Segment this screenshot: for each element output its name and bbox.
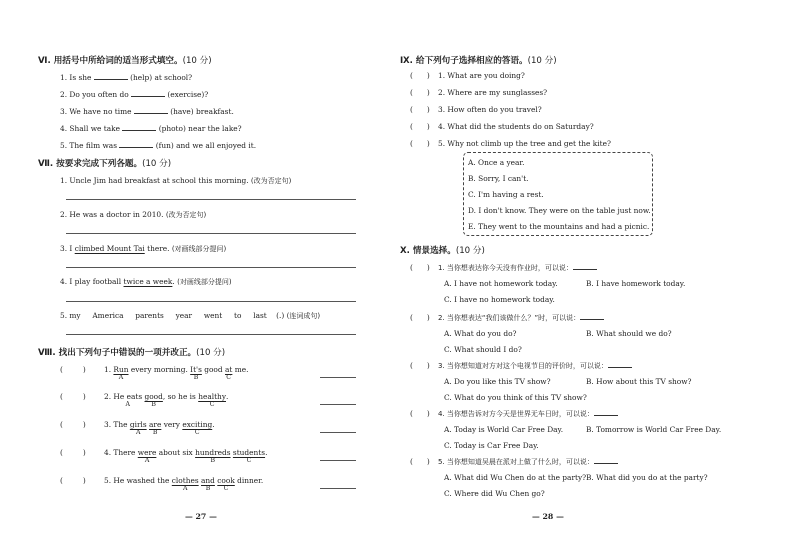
s6-item-2-text: 2. Do you often do <box>60 90 129 99</box>
scrambled-word: America <box>92 311 124 320</box>
item-number: 1. <box>104 365 112 374</box>
s9-question-text: 3. How often do you travel? <box>438 105 542 114</box>
s6-item-1-hint: (help) at school? <box>130 73 193 82</box>
sentence-text: every morning. <box>130 365 188 374</box>
s7-q5-hint: (连词成句) <box>286 312 321 320</box>
option-c: exciting C <box>182 420 213 436</box>
option-c: students C <box>232 448 266 464</box>
answer-parens[interactable]: ( ) <box>410 361 430 370</box>
s10-3-option-c: C. What do you think of this TV show? <box>444 393 587 402</box>
section-7-title <box>38 157 171 169</box>
section-6-points: (10 分) <box>182 56 212 66</box>
s9-question-text: 1. What are you doing? <box>438 71 525 80</box>
option-a: were A <box>137 448 157 464</box>
section-6-heading: Ⅵ. 用括号中所给词的适当形式填空。 <box>38 56 183 66</box>
option-c: at C <box>224 365 233 381</box>
sentence-text: dinner. <box>237 476 264 485</box>
s10-5-option-a: A. What did Wu Chen do at the party? <box>444 473 587 482</box>
correction-line[interactable] <box>320 460 356 461</box>
answer-blank[interactable] <box>94 72 128 80</box>
answer-parens[interactable]: ( ) <box>410 105 430 114</box>
answer-line[interactable] <box>66 267 356 268</box>
s6-item-4 <box>60 123 242 133</box>
s10-item-1 <box>410 262 597 273</box>
s6-item-4-hint: (photo) near the lake? <box>158 124 242 133</box>
item-number: 2. <box>104 392 112 401</box>
option-a: Run A <box>113 365 129 381</box>
s6-item-3 <box>60 106 234 116</box>
section-10-heading: Ⅹ. 情景选择。 <box>400 246 456 256</box>
scrambled-word: (.) <box>276 311 285 320</box>
answer-line[interactable] <box>66 233 356 234</box>
answer-parens[interactable]: ( ) <box>60 476 86 485</box>
s9-question-text: 4. What did the students do on Saturday? <box>438 122 594 131</box>
scrambled-word: parents <box>135 311 164 320</box>
s7-q1-text: 1. Uncle Jim had breakfast at school this morning. <box>60 176 249 185</box>
section-9-heading: Ⅸ. 给下列句子选择相应的答语。 <box>400 56 528 66</box>
answer-blank[interactable] <box>122 123 156 131</box>
answer-parens[interactable]: ( ) <box>410 139 430 148</box>
s6-item-5-text: 5. The film was <box>60 141 117 150</box>
s9-item-4 <box>410 122 594 131</box>
correction-line[interactable] <box>320 488 356 489</box>
s7-q3-text-end: there. <box>147 244 170 253</box>
option-b: are B <box>149 420 162 436</box>
answer-blank[interactable] <box>573 262 597 270</box>
s6-item-3-hint: (have) breakfast. <box>170 107 234 116</box>
section-10-title <box>400 244 485 256</box>
answer-parens[interactable]: ( ) <box>60 392 86 401</box>
s10-question-text: 3. 当你想知道对方对这个电视节目的评价时，可以说： <box>438 362 608 370</box>
sentence-text: , <box>162 392 166 401</box>
s9-item-3 <box>410 105 542 114</box>
sentence-text: The <box>113 420 128 429</box>
s8-item-4 <box>60 448 268 464</box>
s10-question-text: 1. 当你想表达你今天没有作业时，可以说： <box>438 264 573 272</box>
underlined-phrase: climbed Mount Tai <box>74 244 145 253</box>
answer-parens[interactable]: ( ) <box>410 71 430 80</box>
s7-question-3 <box>60 244 226 254</box>
s7-q3-text: 3. I <box>60 244 73 253</box>
scrambled-word: went <box>203 311 223 320</box>
section-6-title <box>38 54 212 66</box>
s7-q2-text: 2. He was a doctor in 2010. <box>60 210 164 219</box>
s9-item-5 <box>410 139 611 148</box>
s9-question-text: 5. Why not climb up the tree and get the kite? <box>438 139 611 148</box>
s6-item-4-text: 4. Shall we take <box>60 124 120 133</box>
option-c: healthy C <box>198 392 226 408</box>
s10-item-2 <box>410 312 604 323</box>
option-e: E. They went to the mountains and had a picnic. <box>468 222 650 231</box>
page-number: — 28 — <box>532 512 564 521</box>
answer-blank[interactable] <box>608 360 632 368</box>
section-9-points: (10 分) <box>527 56 557 66</box>
s10-item-3 <box>410 360 632 371</box>
s8-item-5 <box>60 476 264 492</box>
sentence-text: . <box>265 448 268 457</box>
s7-q1-hint: (改为否定句) <box>250 177 292 185</box>
s7-question-5 <box>60 311 320 321</box>
s7-q4-hint: (对画线部分提问) <box>177 278 232 286</box>
section-10-points: (10 分) <box>455 246 485 256</box>
option-a: clothes A <box>171 476 199 492</box>
s8-item-2 <box>60 392 229 408</box>
s10-item-5 <box>410 456 618 467</box>
s6-item-2-hint: (exercise)? <box>167 90 209 99</box>
s10-2-option-b: B. What should we do? <box>586 329 672 338</box>
answer-blank[interactable] <box>594 456 618 464</box>
correction-line[interactable] <box>320 377 356 378</box>
s10-question-text: 2. 当你想表达“我们该做什么？”时，可以说： <box>438 314 581 322</box>
option-a: He eats A <box>113 392 143 408</box>
answer-parens[interactable]: ( ) <box>60 420 86 429</box>
s10-4-option-c: C. Today is Car Free Day. <box>444 441 539 450</box>
s9-question-text: 2. Where are my sunglasses? <box>438 88 548 97</box>
s9-item-1 <box>410 71 525 80</box>
s10-5-option-b: B. What did you do at the party? <box>586 473 708 482</box>
s10-2-option-c: C. What should I do? <box>444 345 522 354</box>
answer-blank[interactable] <box>580 312 604 320</box>
answer-line[interactable] <box>66 199 356 200</box>
answer-parens[interactable]: ( ) <box>410 88 430 97</box>
s10-question-text: 5. 当你想知道吴晨在派对上做了什么时，可以说： <box>438 458 594 466</box>
option-b: good B <box>144 392 163 408</box>
s10-1-option-c: C. I have no homework today. <box>444 295 555 304</box>
sentence-text: so he is <box>167 392 196 401</box>
answer-parens[interactable]: ( ) <box>410 313 430 322</box>
s8-item-3 <box>60 420 215 436</box>
s6-item-3-text: 3. We have no time <box>60 107 132 116</box>
option-a: A. Once a year. <box>468 158 525 167</box>
item-number: 4. <box>104 448 112 457</box>
s10-item-4 <box>410 408 618 419</box>
correction-line[interactable] <box>320 404 356 405</box>
answer-parens[interactable]: ( ) <box>60 448 86 457</box>
section-9-title <box>400 54 557 66</box>
s7-q4-text: 4. I play football <box>60 277 122 286</box>
s10-3-option-b: B. How about this TV show? <box>586 377 692 386</box>
sentence-text: There <box>113 448 136 457</box>
s10-1-option-a: A. I have not homework today. <box>444 279 558 288</box>
answer-parens[interactable]: ( ) <box>410 409 430 418</box>
option-a: girls A <box>129 420 147 436</box>
answer-parens[interactable]: ( ) <box>410 122 430 131</box>
option-d: D. I don't know. They were on the table just now. <box>468 206 651 215</box>
underlined-phrase: twice a week <box>123 277 173 286</box>
answer-blank[interactable] <box>131 89 165 97</box>
scrambled-word: year <box>175 311 193 320</box>
answer-line[interactable] <box>66 334 356 335</box>
s7-q4-text-end: . <box>172 277 175 286</box>
item-number: 5. <box>104 476 112 485</box>
s10-5-option-c: C. Where did Wu Chen go? <box>444 489 545 498</box>
scrambled-word: 5. my <box>60 311 81 320</box>
sentence-text: He washed the <box>113 476 170 485</box>
answer-blank[interactable] <box>119 140 153 148</box>
sentence-text: me. <box>234 365 249 374</box>
option-b: B. Sorry, I can't. <box>468 174 529 183</box>
section-7-heading: Ⅶ. 按要求完成下列各题。 <box>38 159 143 169</box>
answer-parens[interactable]: ( ) <box>410 457 430 466</box>
item-number: 3. <box>104 420 112 429</box>
scrambled-word: last <box>253 311 267 320</box>
s9-item-2 <box>410 88 547 97</box>
s6-item-5-hint: (fun) and we all enjoyed it. <box>155 141 257 150</box>
sentence-text: . <box>212 420 215 429</box>
s8-item-1 <box>60 365 249 381</box>
s10-3-option-a: A. Do you like this TV show? <box>444 377 551 386</box>
s10-4-option-b: B. Tomorrow is World Car Free Day. <box>586 425 722 434</box>
answer-line[interactable] <box>66 301 356 302</box>
scrambled-word: to <box>234 311 242 320</box>
s7-q3-hint: (对画线部分提问) <box>171 245 227 253</box>
s10-1-option-b: B. I have homework today. <box>586 279 686 288</box>
s7-q2-hint: (改为否定句) <box>165 211 207 219</box>
option-b: It's B <box>190 365 202 381</box>
s6-item-2 <box>60 89 208 99</box>
section-8-points: (10 分) <box>196 348 226 358</box>
right-page <box>400 0 800 560</box>
sentence-text: very <box>163 420 180 429</box>
s10-4-option-a: A. Today is World Car Free Day. <box>444 425 564 434</box>
section-8-heading: Ⅷ. 找出下列句子中错误的一项并改正。 <box>38 348 197 358</box>
s6-item-1-text: 1. Is she <box>60 73 92 82</box>
section-8-title <box>38 346 225 358</box>
sentence-text: about six <box>158 448 193 457</box>
section-7-points: (10 分) <box>142 159 172 169</box>
option-b: and B <box>201 476 215 492</box>
sentence-text: . <box>226 392 229 401</box>
answer-parens[interactable]: ( ) <box>60 365 86 374</box>
answer-blank[interactable] <box>594 408 618 416</box>
s7-question-4 <box>60 277 232 287</box>
correction-line[interactable] <box>320 432 356 433</box>
s6-item-1 <box>60 72 192 82</box>
page-number: — 27 — <box>185 512 217 521</box>
option-c: C. I'm having a rest. <box>468 190 544 199</box>
s10-question-text: 4. 当你想告诉对方今天是世界无车日时，可以说： <box>438 410 594 418</box>
option-c: cook C <box>217 476 235 492</box>
answer-blank[interactable] <box>134 106 168 114</box>
s6-item-5 <box>60 140 256 150</box>
s7-question-2 <box>60 210 206 220</box>
s7-question-1 <box>60 176 291 186</box>
s10-2-option-a: A. What do you do? <box>444 329 517 338</box>
option-b: hundreds B <box>195 448 231 464</box>
answer-parens[interactable]: ( ) <box>410 263 430 272</box>
sentence-text: good <box>204 365 223 374</box>
